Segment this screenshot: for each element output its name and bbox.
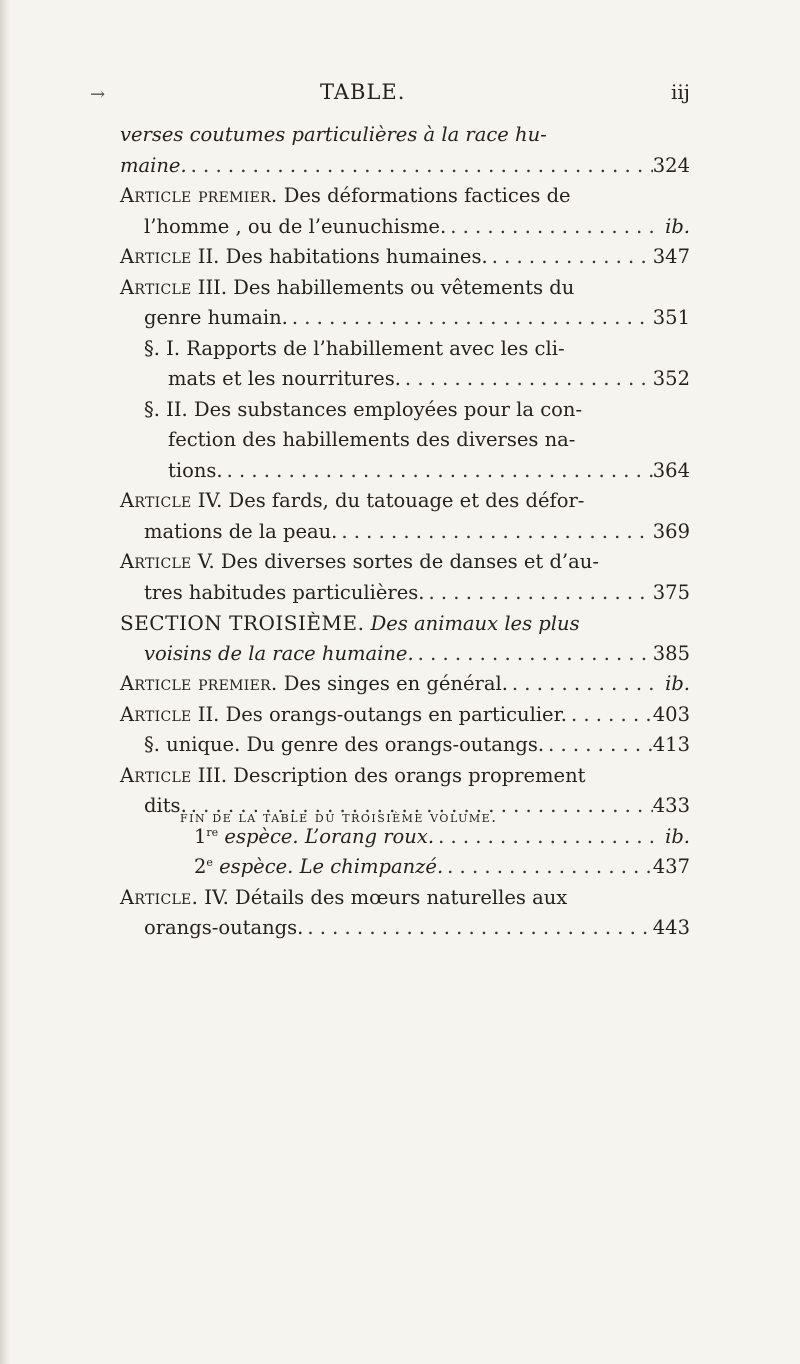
toc-entry: Article II. Des orangs-outangs en particulier. . . . 403	[120, 700, 690, 731]
toc-entry: maine. . . . 324	[120, 151, 690, 182]
toc-entry: orangs-outangs. . . . 443	[120, 913, 690, 944]
dot-leader	[418, 639, 653, 670]
page-ref: 437	[652, 855, 690, 878]
toc-entry: 2e espèce. Le chimpanzé. . . . 437	[120, 852, 690, 883]
page-ref: 364	[652, 458, 690, 482]
toc-line: Article III. Description des orangs proprement	[120, 763, 586, 787]
dot-leader	[492, 242, 653, 273]
running-header	[90, 80, 690, 110]
page-ref: 351	[652, 306, 690, 329]
page-ref: ib.	[665, 672, 690, 695]
page-ref: 375	[652, 580, 690, 604]
toc-line: fection des habillements des diverses na-	[168, 428, 576, 451]
dot-leader	[191, 151, 653, 182]
page-ref: ib.	[665, 214, 690, 238]
toc-entry: mats et les nourritures. . . . 352	[120, 364, 690, 395]
dot-leader	[512, 669, 654, 700]
dot-leader	[571, 700, 653, 731]
toc-entry: Article premier. Des singes en général. . . . ib.	[120, 669, 690, 700]
dot-leader	[292, 303, 653, 334]
dot-leader	[447, 852, 653, 883]
toc-entry: §. unique. Du genre des orangs-outangs. . . . 413	[120, 730, 690, 761]
toc-line: verses coutumes particulières à la race hu-	[120, 123, 547, 146]
page-ref: 413	[652, 733, 690, 756]
page-ref: 352	[652, 367, 690, 390]
page-ref: 433	[652, 794, 690, 817]
dot-leader	[450, 212, 654, 243]
header-title: TABLE.	[320, 80, 406, 104]
page-ref: 324	[652, 153, 690, 177]
toc-line: §. II. Des substances employées pour la con-	[144, 397, 583, 421]
dot-leader	[438, 822, 654, 853]
toc-line: Article V. Des diverses sortes de danses et d’au-	[120, 550, 599, 573]
toc-line: Article III. Des habillements ou vêtements du	[120, 275, 575, 299]
toc-line: Article. IV. Détails des mœurs naturelles aux	[120, 885, 568, 909]
arrow-mark: →	[90, 84, 106, 105]
toc-entry: Article II. Des habitations humaines. . . . 347	[120, 242, 690, 273]
toc-entry: genre humain. . . . 351	[120, 303, 690, 334]
dot-leader	[548, 730, 653, 761]
end-note: fin de la table du troisième volume.	[180, 808, 498, 826]
header-page-number: iij	[671, 80, 690, 104]
toc-entry: 1re espèce. L’orang roux. . . . ib.	[120, 822, 690, 853]
page-ref: 369	[652, 519, 690, 543]
toc-line: SECTION TROISIÈME. Des animaux les plus	[120, 611, 580, 635]
page-ref: 385	[652, 641, 690, 665]
toc-entry: tions. . . . 364	[120, 456, 690, 487]
toc-line: Article premier. Des déformations factices de	[120, 184, 571, 207]
toc-entry: voisins de la race humaine. . . . 385	[120, 639, 690, 670]
toc-entry: mations de la peau. . . . 369	[120, 517, 690, 548]
toc-entry: tres habitudes particulières. . . . 375	[120, 578, 690, 609]
toc-entry: l’homme , ou de l’eunuchisme. . . . ib.	[120, 212, 690, 243]
dot-leader	[307, 913, 652, 944]
page-ref: 347	[652, 245, 690, 268]
dot-leader	[227, 456, 653, 487]
page-ref: 403	[652, 702, 690, 726]
page-ref: ib.	[665, 824, 690, 848]
toc-line: Article IV. Des fards, du tatouage et des défor-	[120, 489, 585, 512]
dot-leader	[341, 517, 652, 548]
page-edge	[0, 0, 10, 1364]
dot-leader	[429, 578, 653, 609]
dot-leader	[405, 364, 653, 395]
toc-entry: dits. . . . 433	[120, 791, 690, 822]
toc-line: §. I. Rapports de l’habillement avec les cli-	[144, 336, 565, 360]
page-ref: 443	[652, 916, 690, 939]
